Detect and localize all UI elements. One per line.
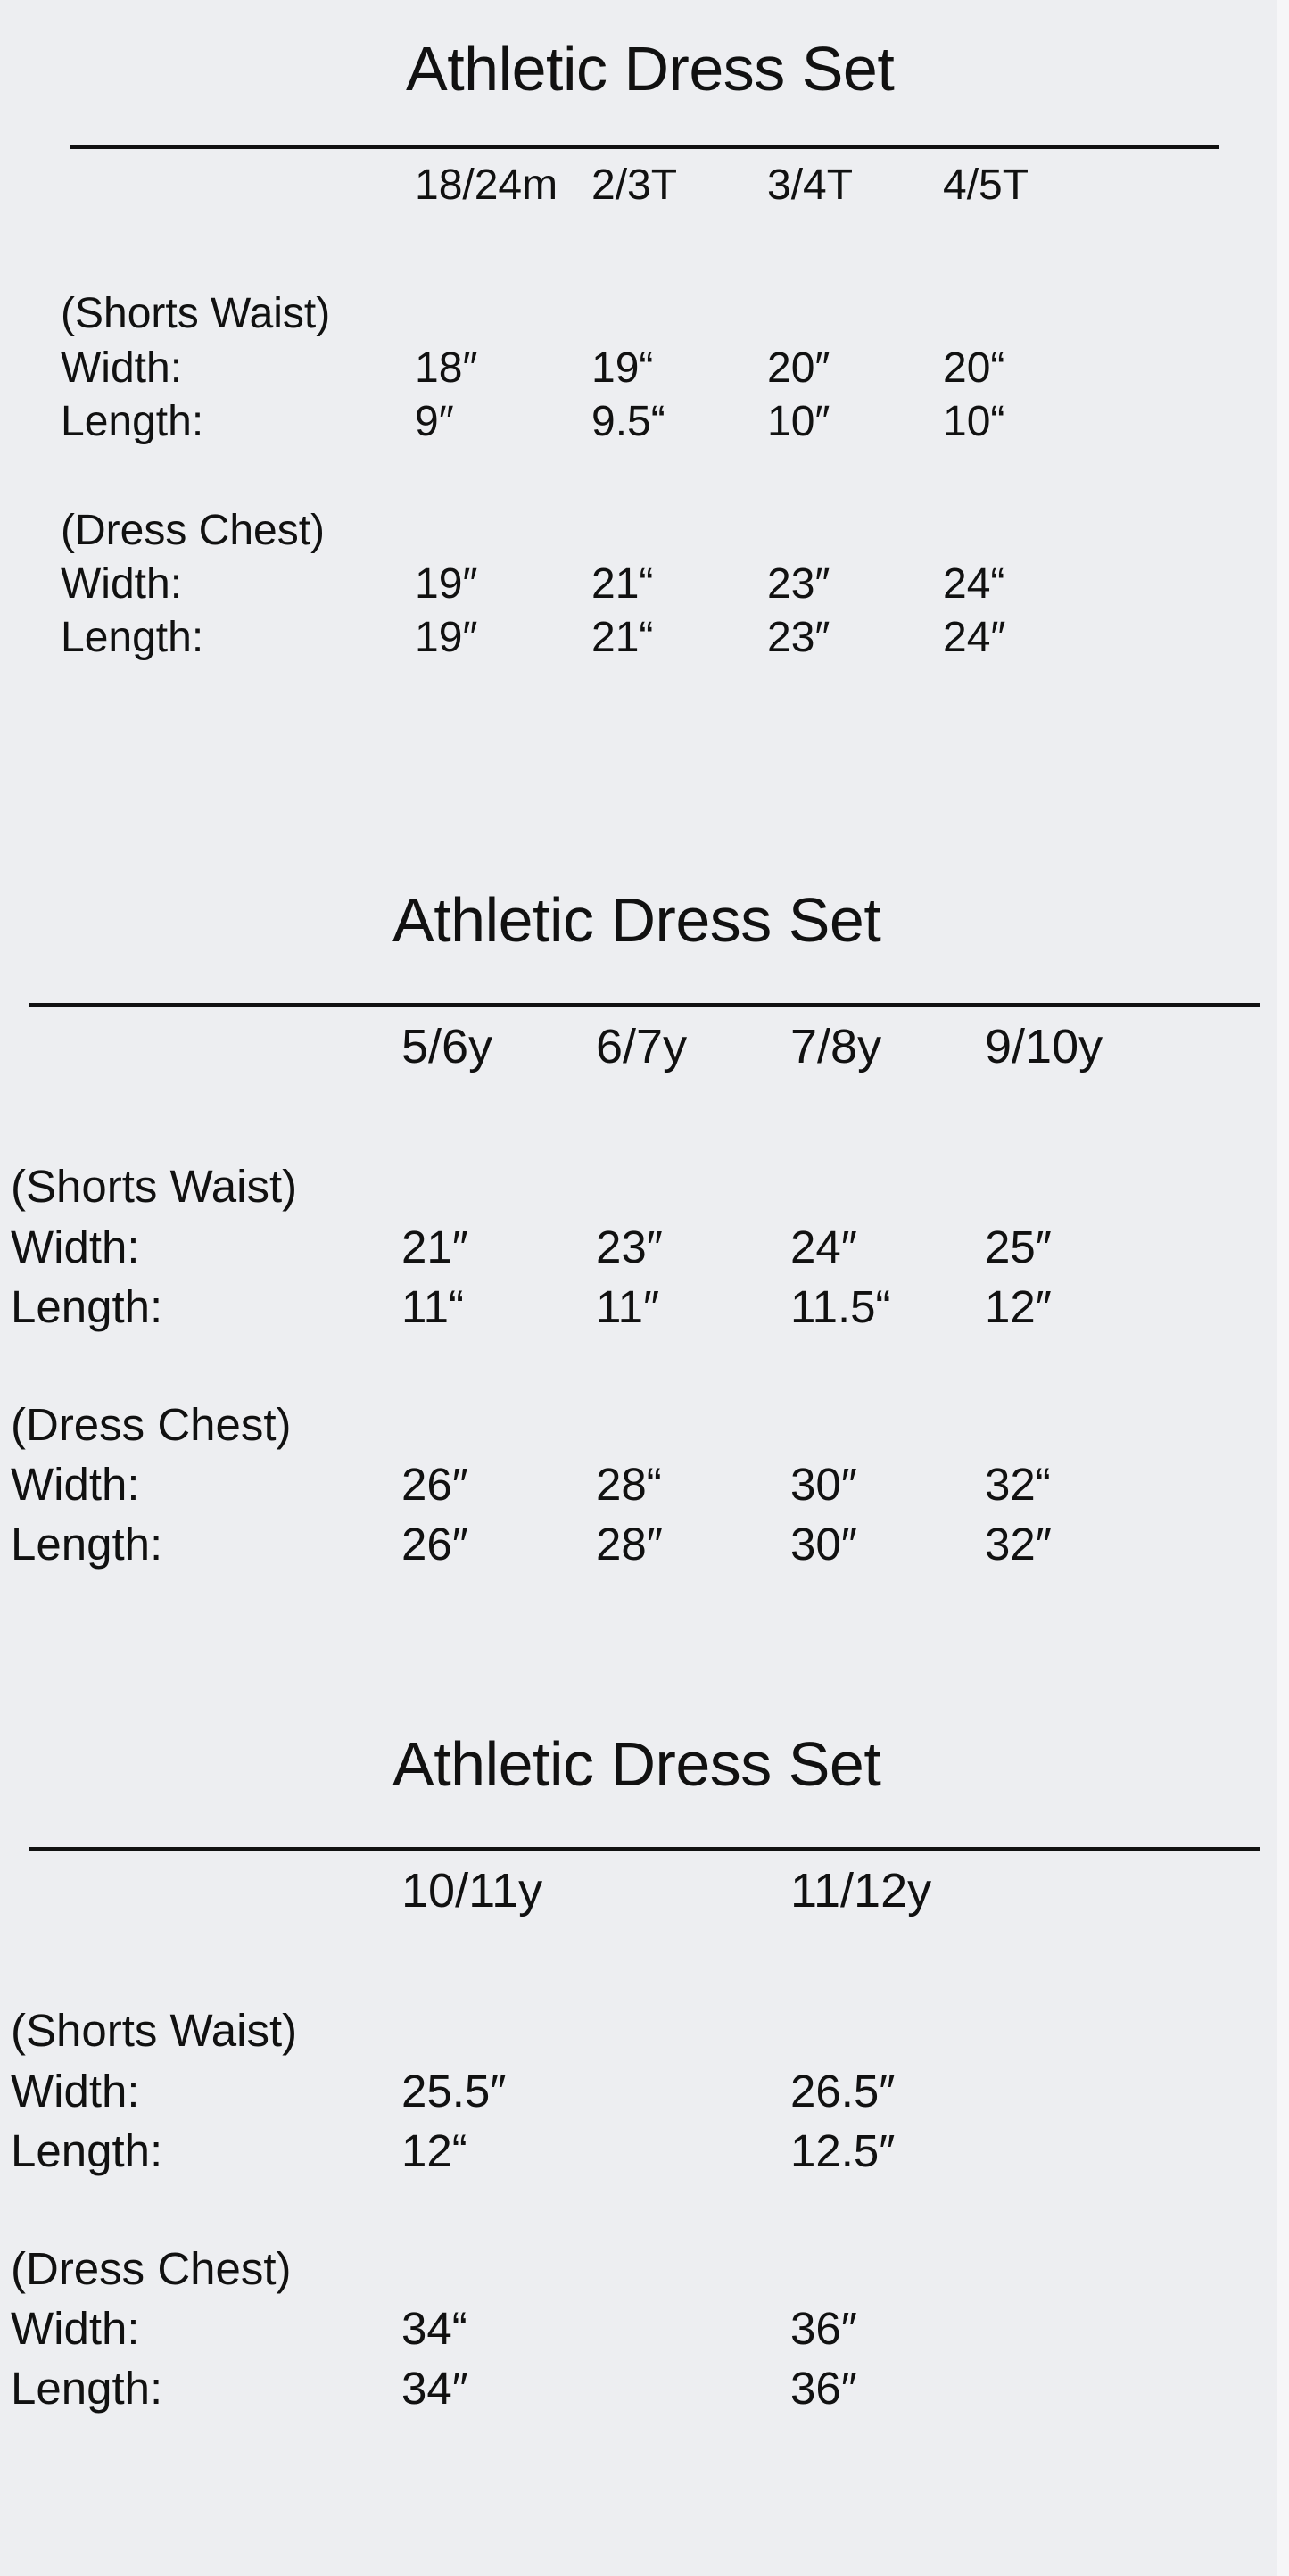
size-header: 3/4T [767, 162, 854, 209]
measurement-value: 19″ [415, 614, 478, 661]
row-label-width: Width: [61, 560, 183, 608]
measurement-value: 26″ [401, 1459, 468, 1510]
measurement-value: 26″ [401, 1519, 468, 1570]
measurement-value: 30″ [790, 1459, 857, 1510]
measurement-value: 12“ [401, 2125, 467, 2176]
row-label-width: Width: [11, 1459, 140, 1510]
measurement-value: 21“ [591, 560, 654, 608]
measurement-value: 19″ [415, 560, 478, 608]
measurement-value: 32″ [985, 1519, 1052, 1570]
measurement-value: 11″ [596, 1281, 659, 1332]
row-label-length: Length: [11, 1519, 163, 1570]
measurement-value: 25.5″ [401, 2066, 507, 2116]
size-header: 10/11y [401, 1864, 543, 1918]
measurement-value: 9″ [415, 398, 454, 445]
size-header: 7/8y [790, 1020, 882, 1073]
measurement-value: 28″ [596, 1519, 663, 1570]
size-chart-title: Athletic Dress Set [392, 885, 881, 955]
row-label-length: Length: [11, 2363, 163, 2414]
measurement-value: 23″ [767, 614, 830, 661]
group-heading-shorts-waist: (Shorts Waist) [11, 2005, 298, 2056]
measurement-value: 11.5“ [790, 1281, 891, 1332]
measurement-value: 21″ [401, 1222, 468, 1272]
title-rule [70, 145, 1219, 149]
measurement-value: 30″ [790, 1519, 857, 1570]
size-header: 4/5T [943, 162, 1029, 209]
size-header: 9/10y [985, 1020, 1103, 1073]
row-label-width: Width: [11, 2303, 140, 2354]
group-heading-dress-chest: (Dress Chest) [61, 507, 326, 554]
measurement-value: 12.5″ [790, 2125, 896, 2176]
size-header: 11/12y [790, 1864, 932, 1918]
row-label-width: Width: [11, 2066, 140, 2116]
measurement-value: 10″ [767, 398, 830, 445]
row-label-length: Length: [61, 614, 204, 661]
size-header: 6/7y [596, 1020, 688, 1073]
measurement-value: 20″ [767, 344, 830, 392]
row-label-width: Width: [61, 344, 183, 392]
size-header: 18/24m [415, 162, 558, 209]
measurement-value: 34″ [401, 2363, 468, 2414]
measurement-value: 28“ [596, 1459, 662, 1510]
measurement-value: 32“ [985, 1459, 1051, 1510]
size-chart-title: Athletic Dress Set [392, 1729, 881, 1799]
size-header: 5/6y [401, 1020, 493, 1073]
group-heading-shorts-waist: (Shorts Waist) [11, 1161, 298, 1212]
measurement-value: 23″ [767, 560, 830, 608]
row-label-length: Length: [61, 398, 204, 445]
group-heading-dress-chest: (Dress Chest) [11, 1399, 292, 1450]
measurement-value: 36″ [790, 2363, 857, 2414]
measurement-value: 34“ [401, 2303, 467, 2354]
measurement-value: 24″ [790, 1222, 857, 1272]
row-label-width: Width: [11, 1222, 140, 1272]
title-rule [29, 1003, 1260, 1007]
measurement-value: 36″ [790, 2303, 857, 2354]
size-chart-title: Athletic Dress Set [406, 34, 895, 104]
title-rule [29, 1847, 1260, 1851]
page-edge [1277, 0, 1289, 2576]
measurement-value: 25″ [985, 1222, 1052, 1272]
measurement-value: 20“ [943, 344, 1005, 392]
measurement-value: 11“ [401, 1281, 464, 1332]
measurement-value: 23″ [596, 1222, 663, 1272]
measurement-value: 18″ [415, 344, 478, 392]
measurement-value: 9.5“ [591, 398, 665, 445]
measurement-value: 21“ [591, 614, 654, 661]
size-header: 2/3T [591, 162, 678, 209]
group-heading-dress-chest: (Dress Chest) [11, 2243, 292, 2294]
measurement-value: 24″ [943, 614, 1006, 661]
measurement-value: 26.5″ [790, 2066, 896, 2116]
measurement-value: 19“ [591, 344, 654, 392]
measurement-value: 12″ [985, 1281, 1052, 1332]
row-label-length: Length: [11, 2125, 163, 2176]
row-label-length: Length: [11, 1281, 163, 1332]
measurement-value: 10“ [943, 398, 1005, 445]
measurement-value: 24“ [943, 560, 1005, 608]
group-heading-shorts-waist: (Shorts Waist) [61, 290, 331, 337]
